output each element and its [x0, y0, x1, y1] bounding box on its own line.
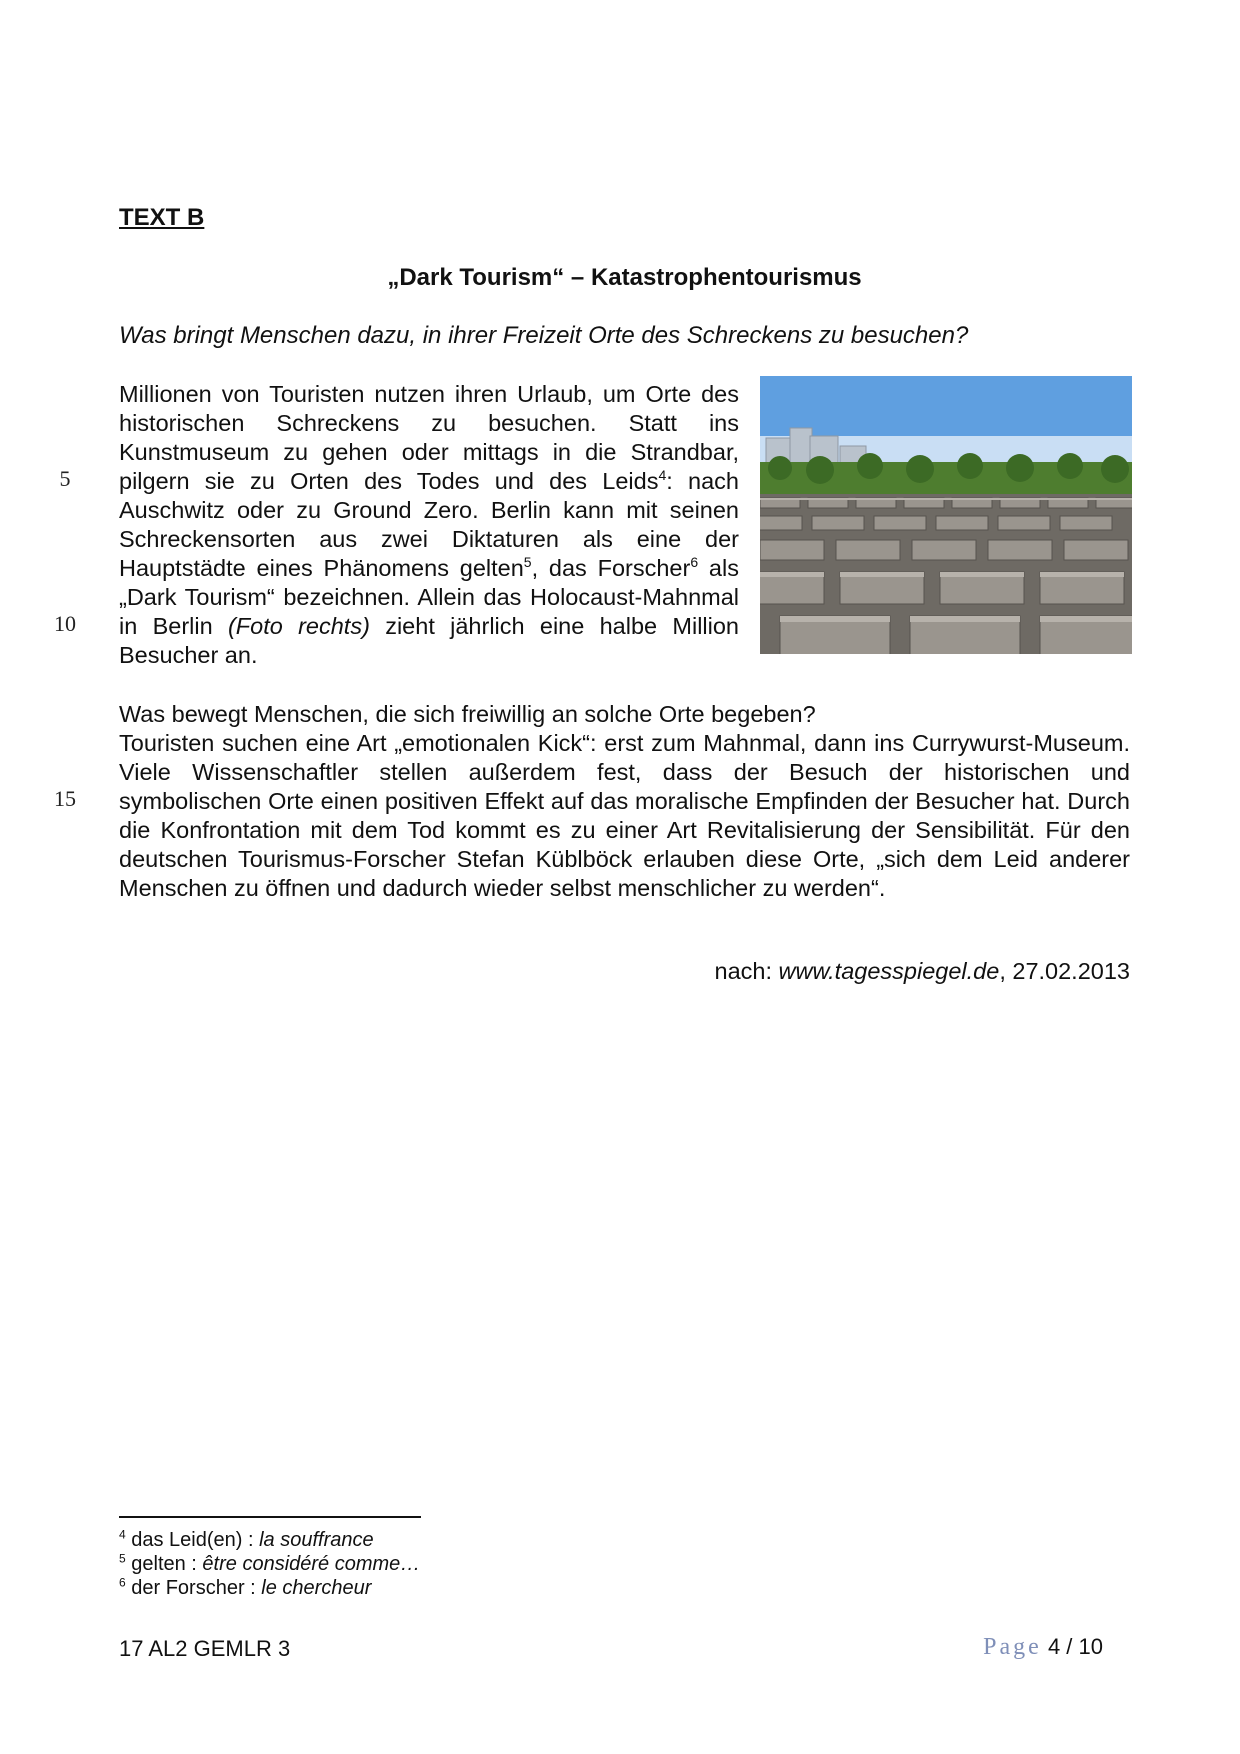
source-site: www.tagesspiegel.de	[778, 958, 1000, 984]
footnote-ref-5: 5	[523, 554, 532, 571]
paragraph-2	[119, 700, 1130, 903]
footnote-6-number: 6	[119, 1575, 126, 1590]
paragraph-1	[119, 380, 739, 670]
holocaust-memorial-photo	[760, 376, 1132, 654]
footnote-ref-4: 4	[658, 467, 667, 484]
paragraph-2-body: Touristen suchen eine Art „emotionalen Kick“: erst zum Mahnmal, dann ins Currywurst-Museum. Viele Wissenschaftler stellen außerdem fest, dass der Besuch der historischen und symbolischen Orte einen positiven Effekt auf das moralische Empfinden der Besucher hat. Durch die Konfrontation mit dem Tod kommt es zu einer Art Revitalisierung der Sensibilität. Für den deutschen Tourismus-Forscher Stefan Küblböck erlauben diese Orte, „sich dem Leid anderer Menschen zu öffnen und dadurch wieder selbst menschlicher zu werden“.	[119, 730, 1130, 901]
paragraph-1-part-1: Millionen von Touristen nutzen ihren Urlaub, um Orte des historischen Schreckens zu besuchen. Statt ins Kunstmuseum zu gehen oder mittags in die Strandbar, pilgern sie zu Orten des Todes und des Leids	[119, 381, 739, 494]
footnote-5-number: 5	[119, 1551, 126, 1566]
article-title: „Dark Tourism“ – Katastrophentourismus	[387, 264, 862, 291]
footnote-6	[119, 1576, 420, 1600]
memorial-illustration	[760, 376, 1132, 654]
footnote-6-translation: le chercheur	[261, 1577, 372, 1599]
footnote-4	[119, 1528, 420, 1552]
paragraph-2-question: Was bewegt Menschen, die sich freiwillig an solche Orte begeben?	[119, 701, 816, 727]
footnotes	[119, 1528, 420, 1600]
article-subtitle: Was bringt Menschen dazu, in ihrer Freizeit Orte des Schreckens zu besuchen?	[119, 322, 969, 349]
paragraph-1-part-4: als „Dark Tourism“ bezeichnen. Allein das Holocaust-Mahnmal in Berlin	[119, 555, 739, 639]
text-label: TEXT B	[119, 204, 205, 231]
paragraph-1-part-3: , das Forscher	[531, 555, 691, 581]
line-number-10: 10	[54, 611, 76, 636]
footnote-5	[119, 1552, 420, 1576]
paragraph-1-part-2: : nach Auschwitz oder zu Ground Zero. Berlin kann mit seinen Schreckensorten aus zwei Diktaturen als eine der Hauptstädte eines Phänomens gelten	[119, 468, 739, 581]
line-number-5: 5	[59, 466, 71, 491]
source-prefix: nach:	[714, 958, 779, 984]
footnote-4-term: das Leid(en) :	[131, 1529, 260, 1551]
footnote-5-term: gelten :	[131, 1553, 203, 1575]
line-number-15: 15	[54, 786, 76, 811]
photo-reference: (Foto rechts)	[227, 613, 370, 639]
footnote-ref-6: 6	[690, 554, 699, 571]
footnote-divider	[119, 1516, 421, 1518]
source-credit	[715, 958, 1131, 985]
footnote-4-translation: la souffrance	[259, 1529, 374, 1551]
page-number: 4 / 10	[1047, 1634, 1103, 1659]
source-date: , 27.02.2013	[999, 958, 1130, 984]
paragraph-1-part-5: zieht jährlich eine halbe Million Besucher an.	[119, 613, 739, 668]
footnote-4-number: 4	[119, 1527, 126, 1542]
footnote-5-translation: être considéré comme…	[202, 1553, 421, 1575]
footnote-6-term: der Forscher :	[131, 1577, 262, 1599]
document-code: 17 AL2 GEMLR 3	[119, 1636, 291, 1661]
page-word: Page	[983, 1634, 1042, 1660]
page-indicator	[983, 1634, 1103, 1661]
